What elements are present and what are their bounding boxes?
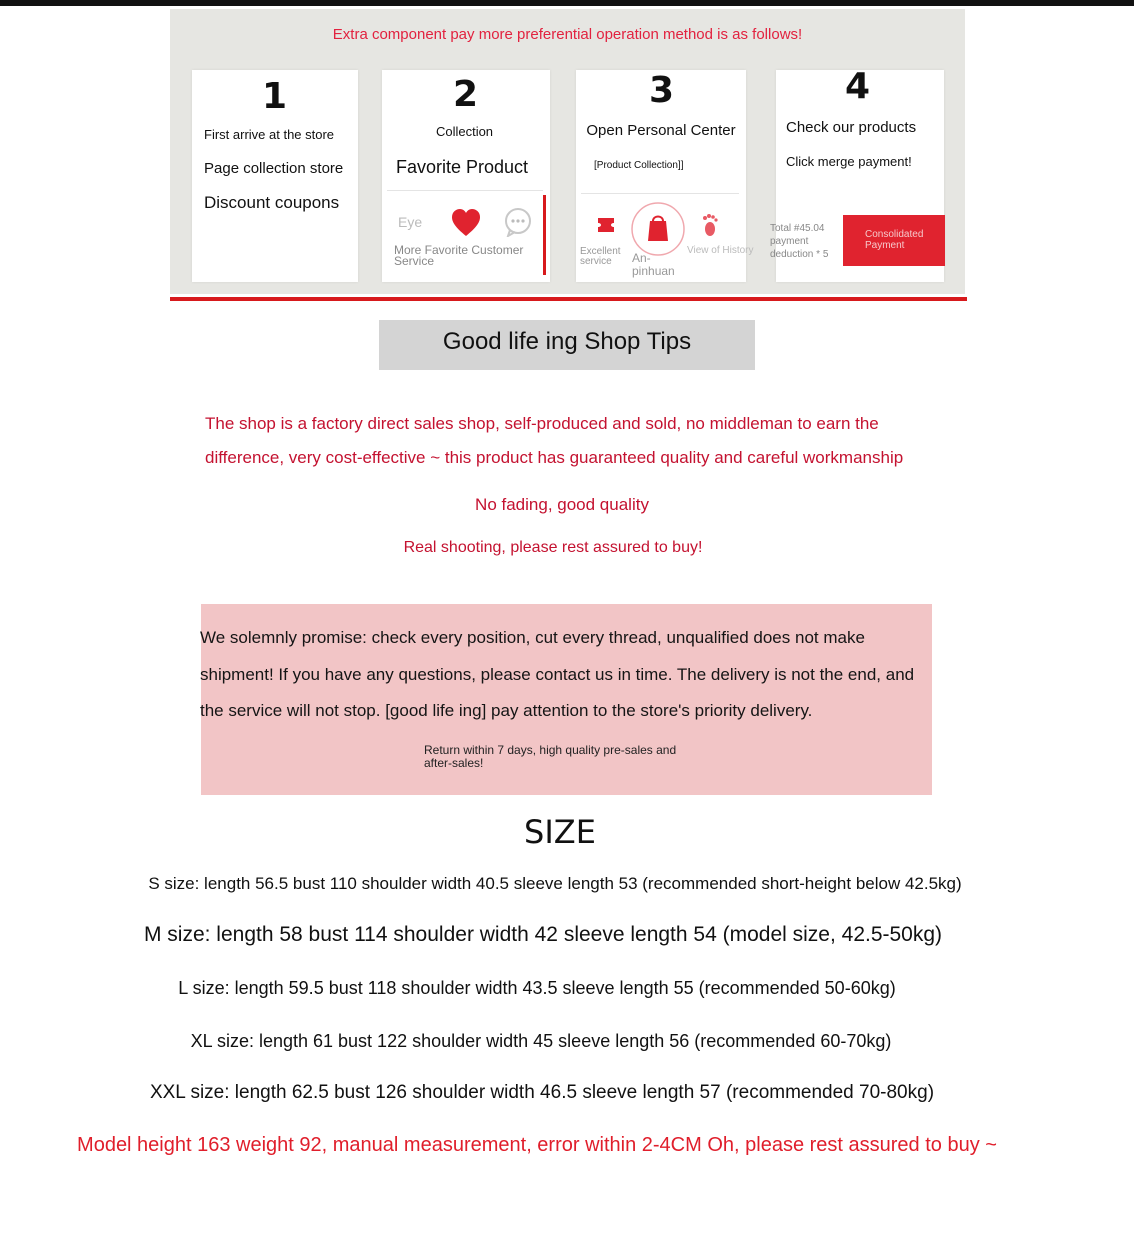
anpinhuan-label: An-pinhuan <box>632 251 675 278</box>
ticket-icon <box>596 215 616 235</box>
step-number: 4 <box>845 66 871 107</box>
step-card-2 <box>382 70 550 282</box>
tips-line2: No fading, good quality <box>475 495 649 514</box>
size-row-xxl: XXL size: length 62.5 bust 126 shoulder width 46.5 sleeve length 57 (recommended 70-80kg) <box>149 1082 935 1103</box>
steps-header: Extra component pay more preferential operation method is as follows! <box>332 26 803 43</box>
divider <box>581 193 739 194</box>
size-row-m: M size: length 58 bust 114 shoulder width 42 sleeve length 54 (model size, 42.5-50kg) <box>143 923 943 946</box>
size-row-xl: XL size: length 61 bust 122 shoulder width 45 sleeve length 56 (recommended 60-70kg) <box>190 1031 892 1051</box>
bag-icon[interactable] <box>630 201 686 257</box>
step-number: 1 <box>262 76 288 117</box>
consolidated-payment-button[interactable] <box>843 215 945 266</box>
excellent-service-label: Excellent service <box>580 246 621 267</box>
step4-line2: Click merge payment! <box>786 154 912 169</box>
step-card-3 <box>576 70 754 282</box>
step1-line2: Page collection store <box>204 160 344 177</box>
promise-text: We solemnly promise: check every position, cut every thread, unqualified does not make shipment! If you have any questions, please contact us in time. The delivery is not the end, and the service will not stop. [good life ing] pay attention to the store's priority delivery. <box>200 628 915 720</box>
step4-line1: Check our products <box>786 119 917 136</box>
step1-line1: First arrive at the store <box>204 127 335 142</box>
model-note: Model height 163 weight 92, manual measurement, error within 2-4CM Oh, please rest assured to buy ~ <box>77 1134 997 1156</box>
step2-bottom-label: More Favorite Customer Service <box>394 243 524 268</box>
eye-label: Eye <box>398 214 423 230</box>
chat-icon[interactable] <box>504 207 532 237</box>
tips-paragraph: The shop is a factory direct sales shop, self-produced and sold, no middleman to earn the difference, very cost-effective ~ this product has guaranteed quality and careful workmanship <box>205 414 904 467</box>
red-bar <box>543 195 546 275</box>
consolidated-payment-label: Consolidated Payment <box>865 229 924 251</box>
tips-line3: Real shooting, please rest assured to buy! <box>403 539 703 556</box>
size-title: SIZE <box>524 813 596 851</box>
footprint-icon <box>700 212 720 238</box>
tips-title: Good life ing Shop Tips <box>379 320 755 370</box>
total-label: Total #45.04 payment deduction * 5 <box>770 223 829 260</box>
history-label: View of History <box>687 245 754 256</box>
steps-panel <box>170 9 965 294</box>
step3-line1: Open Personal Center <box>586 122 736 139</box>
step-number: 3 <box>649 70 675 111</box>
step-card-4 <box>770 66 944 282</box>
promise-sub: Return within 7 days, high quality pre-sales and after-sales! <box>424 743 677 770</box>
step-number: 2 <box>453 74 479 115</box>
step1-line3: Discount coupons <box>204 193 340 212</box>
step2-line2: Favorite Product <box>396 157 529 177</box>
size-row-l: L size: length 59.5 bust 118 shoulder width 43.5 sleeve length 55 (recommended 50-60kg) <box>178 978 896 998</box>
step2-line1: Collection <box>435 124 494 139</box>
step3-line2: [Product Collection]] <box>594 160 684 171</box>
top-border <box>0 0 1134 6</box>
size-row-s: S size: length 56.5 bust 110 shoulder width 40.5 sleeve length 53 (recommended short-height below 42.5kg) <box>148 874 962 893</box>
step-card-1 <box>192 70 358 282</box>
steps-bottom-line <box>170 297 967 301</box>
divider <box>387 190 543 191</box>
heart-icon[interactable] <box>451 208 481 238</box>
